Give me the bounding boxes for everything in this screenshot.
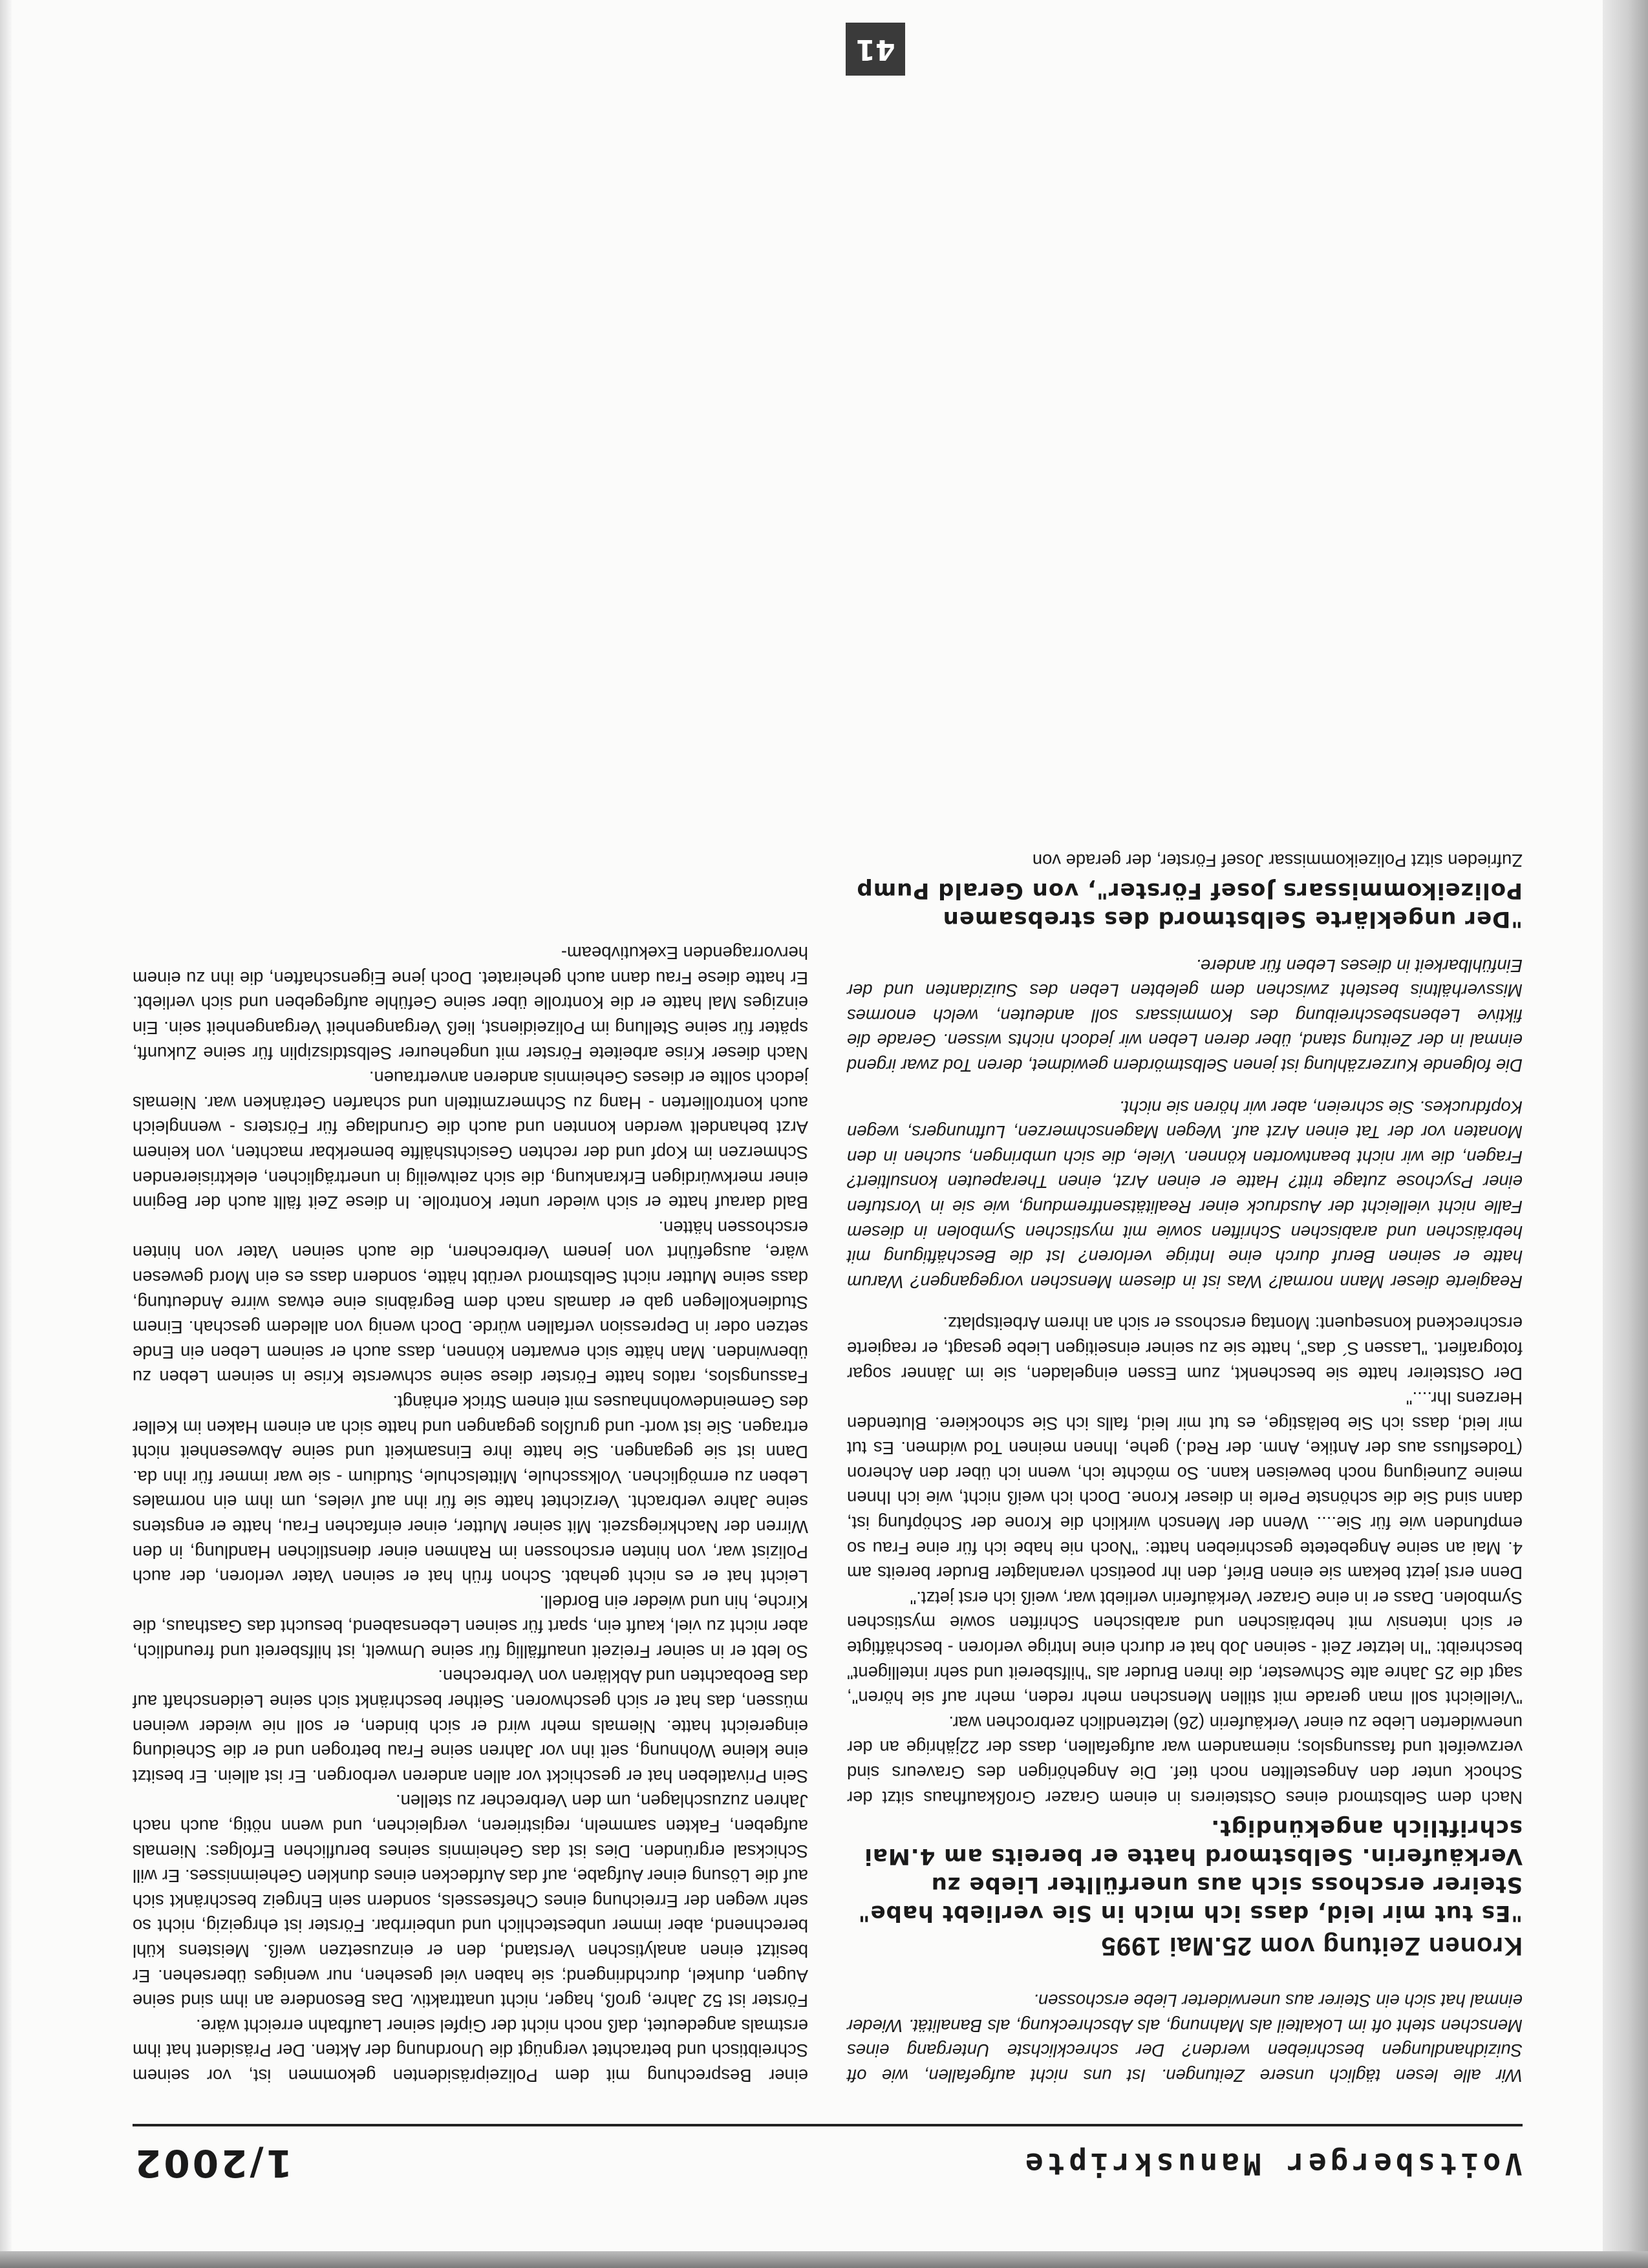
story-paragraph: Fassungslos, ratlos hatte Förster diese seine schwerste Krise in seinem Leben zu überwinden. Man hätte sich erwarten können, dass auch er seinem Leben ein Ende setzen oder in Depression verfallen würde. Doch wenig von alledem geschah. Einem Studienkollegen gab er damals nach dem Begräbnis eine etwas wirre Andeutung, dass seine Mutter nicht Selbstmord verübt hätte, sondern dass es ein Mord gewesen wäre, ausgeführt von jenem Verbrechern, die auch seinen Vater von hinten erschossen hätten. [133,1217,808,1388]
article-paragraph: Der Oststeirer hatte sie beschenkt, zum Essen eingeladen, sie im Jänner sogar fotografiert. "Lassen S´ das", hatte sie zu seiner einseitigen Liebe gesagt, er reagierte erschreckend konsequent: Montag erschoss er sich an ihrem Arbeitsplatz. [847,1313,1523,1384]
page-binding-edge [1603,0,1648,2268]
story-paragraph: So lebt er in seiner Freizeit unauffällig für seine Umwelt, ist hilfsbereit und freundlich, aber nicht zu viel, kauft ein, spart für seinen Lebensabend, besucht das Gasthaus, die Kirche, hin und wieder ein Bordell. [133,1591,808,1662]
page-number-badge: 41 [846,23,905,76]
story-paragraph: einer Besprechung mit dem Polizeipräsidenten gekommen ist, vor seinem Schreibtisch und betrachtet vergnügt die Unordnung der Akten. Der Präsident hat ihm erstmals angedeutet, daß noch nicht der Gipfel seiner Laufbahn erreicht wäre. [133,2015,808,2086]
right-column [133,940,808,2088]
story-paragraph: Nach dieser Krise arbeitete Förster mit ungeheurer Selbstdisziplin für seine Zukunft, später für seine Stellung im Polizeidienst, ließ Vergangenheit Vergangenheit sein. Ein einziges Mal hatte er die Kontrolle über seine Gefühle aufgegeben und sich verliebt. Er hatte diese Frau dann auch geheiratet. Doch jene Eigenschaften, die ihn zu einem hervorragenden Exekutivbeam- [133,943,808,1063]
scan-bottom-edge [0,2251,1648,2268]
story-paragraph: Förster ist 52 Jahre, groß, hager, nicht unattraktiv. Das Besondere an ihm sind seine Augen, dunkel, durchdringend; sie haben viel gesehen, nur weniges übersehen. Er besitzt einen analytischen Verstand, den er einzusetzen weiß. Meistens kühl berechnend, aber immer unbestechlich und unbeirrbar. Förster ist ehrgeizig, nicht so sehr wegen der Erreichung eines Chefsessels, sondern sein Ehrgeiz beschränkt sich auf die Lösung einer Aufgabe, auf das Aufdecken eines dunklen Geheimnisses. Er will Schicksal ergründen. Dies ist das Geheimnis seines beruflichen Erfolges: Niemals aufgeben, Fakten sammeln, registrieren, vergleichen, und wenn nötig, auch nach Jahren zuzuschlagen, um den Verbrecher zu stellen. [133,1791,808,2011]
article-paragraph: Nach dem Selbstmord eines Oststeirers in einem Grazer Großkaufhaus sitzt der Schock unter den Angestellten noch tief. Die Angehörigen des Graveurs sind verzweifelt und fassungslos; niemandem war aufgefallen, dass der 22jährige an der unerwiderten Liebe zu einer Verkäuferin (26) letztendlich zerbrochen war. [847,1712,1523,1808]
story-paragraph: Zufrieden sitzt Polizeikommissar Josef Förster, der gerade von [1032,851,1523,871]
page-header [133,2124,1523,2188]
story-paragraph: Sein Privatleben hat er geschickt vor allen anderen verborgen. Er ist allein. Er besitzt eine kleine Wohnung, seit ihn vor Jahren seine Frau betrogen und er die Scheidung eingereicht hatte. Niemals mehr wird er sich binden, er soll nie wieder weinen müssen, das hat er sich geschworen. Seither beschränkt sich seine Leidenschaft auf das Beobachten und Abklären von Verbrechen. [133,1666,808,1786]
article-paragraph: Denn erst jetzt bekam sie einen Brief, den ihr poetisch veranlagter Bruder bereits am 4. Mai an seine Angebetete geschrieben hatte: "Noch nie habe ich für eine Frau so empfunden wie für Sie.... Wenn der Mensch wirklich die Krone der Schöpfung ist, dann sind Sie die schönste Perle in dieser Krone. Doch ich weiß nicht, wie ich Ihnen meine Zuneigung noch beweisen kann. So möchte ich, wenn ich über den Acheron (Todesfluss aus der Antike, Anm. der Red.) gehe, Ihnen meinen Tod widmen. Es tut mir leid, dass ich Sie belästige, es tut mir leid, falls ich Sie schockiere. Blutenden Herzens Ihr...." [847,1388,1523,1584]
magazine-title: Voitsberger Manuskripte [1022,2146,1523,2181]
dedication-paragraph: Die folgende Kurzerzählung ist jenen Selbstmördern gewidmet, deren Tod zwar irgend einmal in der Zeitung stand, über deren Leben wir jedoch nichts wissen. Gerade die fiktive Lebensbeschreibung des Kommissars soll andeuten, welch enormes Missverhältnis besteht zwischen dem gelebten Leben des Suizidanten und der Einfühlbarkeit in dieses Leben für andere. [847,955,1523,1076]
article-paragraph: "Vielleicht soll man gerade mit stillen Menschen mehr reden, mehr auf sie hören", sagt die 25 Jahre alte Schwester, die ihren Bruder als "hilfsbereit und sehr intelligent" beschreibt: "In letzter Zeit - seinen Job hat er durch eine Intrige verloren - beschäftigte er sich intensiv mit hebräischen und arabischen Schriften sowie mystischen Symbolen. Dass er in eine Grazer Verkäuferin verliebt war, weiß ich erst jetzt." [847,1587,1523,1708]
intro-paragraph: Wir alle lesen täglich unsere Zeitungen. Ist uns nicht aufgefallen, wie oft Suizidhandlungen beschrieben werden? Der schrecklichste Untergang eines Menschen steht oft im Lokalteil als Mahnung, als Abschreckung, als Banalität. Wieder einmal hat sich ein Steirer aus unerwiderter Liebe erschossen. [847,1991,1523,2086]
article-headline: "Es tut mir leid, dass ich mich in Sie verliebt habe" Steirer erschoss sich aus unerfüllter Liebe zu Verkäuferin. Selbstmord hatte er bereits am 4.Mai schriftlich angekündigt. [857,1814,1523,1926]
issue-number: 1/2002 [133,2141,292,2185]
story-title: "Der ungeklärte Selbstmord des strebsamen Polizeikommissars Josef Förster", von Gerald Pump [856,878,1523,933]
magazine-page [97,26,1558,2236]
article-source: Kronen Zeitung vom 25.Mai 1995 [1100,1931,1523,1960]
scan-left-shadow [0,0,12,2268]
story-paragraph: Bald darauf hatte er sich wieder unter Kontrolle. In diese Zeit fällt auch der Beginn einer merkwürdigen Erkrankung, die sich zeitweilig in unerträglichen, elektrisierenden Schmerzen im Kopf und der rechten Gesichtshälfte bemerkbar machten, von keinem Arzt behandelt werden konnten und auch die Grundlage für Försters - wenngleich auch kontrollierten - Hang zu Schmerzmitteln und scharfen Getränken war. Niemals jedoch sollte er dieses Geheimnis anderen anvertrauen. [133,1068,808,1213]
commentary-paragraph: Reagierte dieser Mann normal? Was ist in diesem Menschen vorgegangen? Warum hatte er seinen Beruf durch eine Intrige verloren? Ist die Beschäftigung mit hebräischen und arabischen Schriften sowie mit mystischen Symbolen in diesem Falle nicht vielleicht der Ausdruck einer Realitätsentfremdung, wie sie in Vorstufen einer Psychose zutage tritt? Hatte er einen Arzt, einen Therapeuten konsultiert? Fragen, die wir nicht beantworten können. Viele, die sich umbringen, suchen in den Monaten vor der Tat einen Arzt auf. Wegen Magenschmerzen, Luftnungers, wegen Kopfdruckes. Sie schreien, aber wir hören sie nicht. [847,1097,1523,1292]
story-paragraph: Leicht hat er es nicht gehabt. Schon früh hat er seinen Vater verloren, der auch Polizist war, von hinten erschossen im Rahmen einer dienstlichen Handlung, in den Wirren der Nachkriegszeit. Mit seiner Mutter, einer einfachen Frau, hatte er engstens seine Jahre verbracht. Verzichtet hatte sie für ihn auf vieles, um ihm ein normales Leben zu ermöglichen. Volksschule, Mittelschule, Studium - sie war immer für ihn da. Dann ist sie gegangen. Sie hatte ihre Einsamkeit und seine Abwesenheit nicht ertragen. Sie ist wort- und grußlos gegangen und hatte sich an einem Haken im Keller des Gemeindewohnhauses mit einem Strick erhängt. [133,1392,808,1587]
left-column [847,847,1523,2088]
